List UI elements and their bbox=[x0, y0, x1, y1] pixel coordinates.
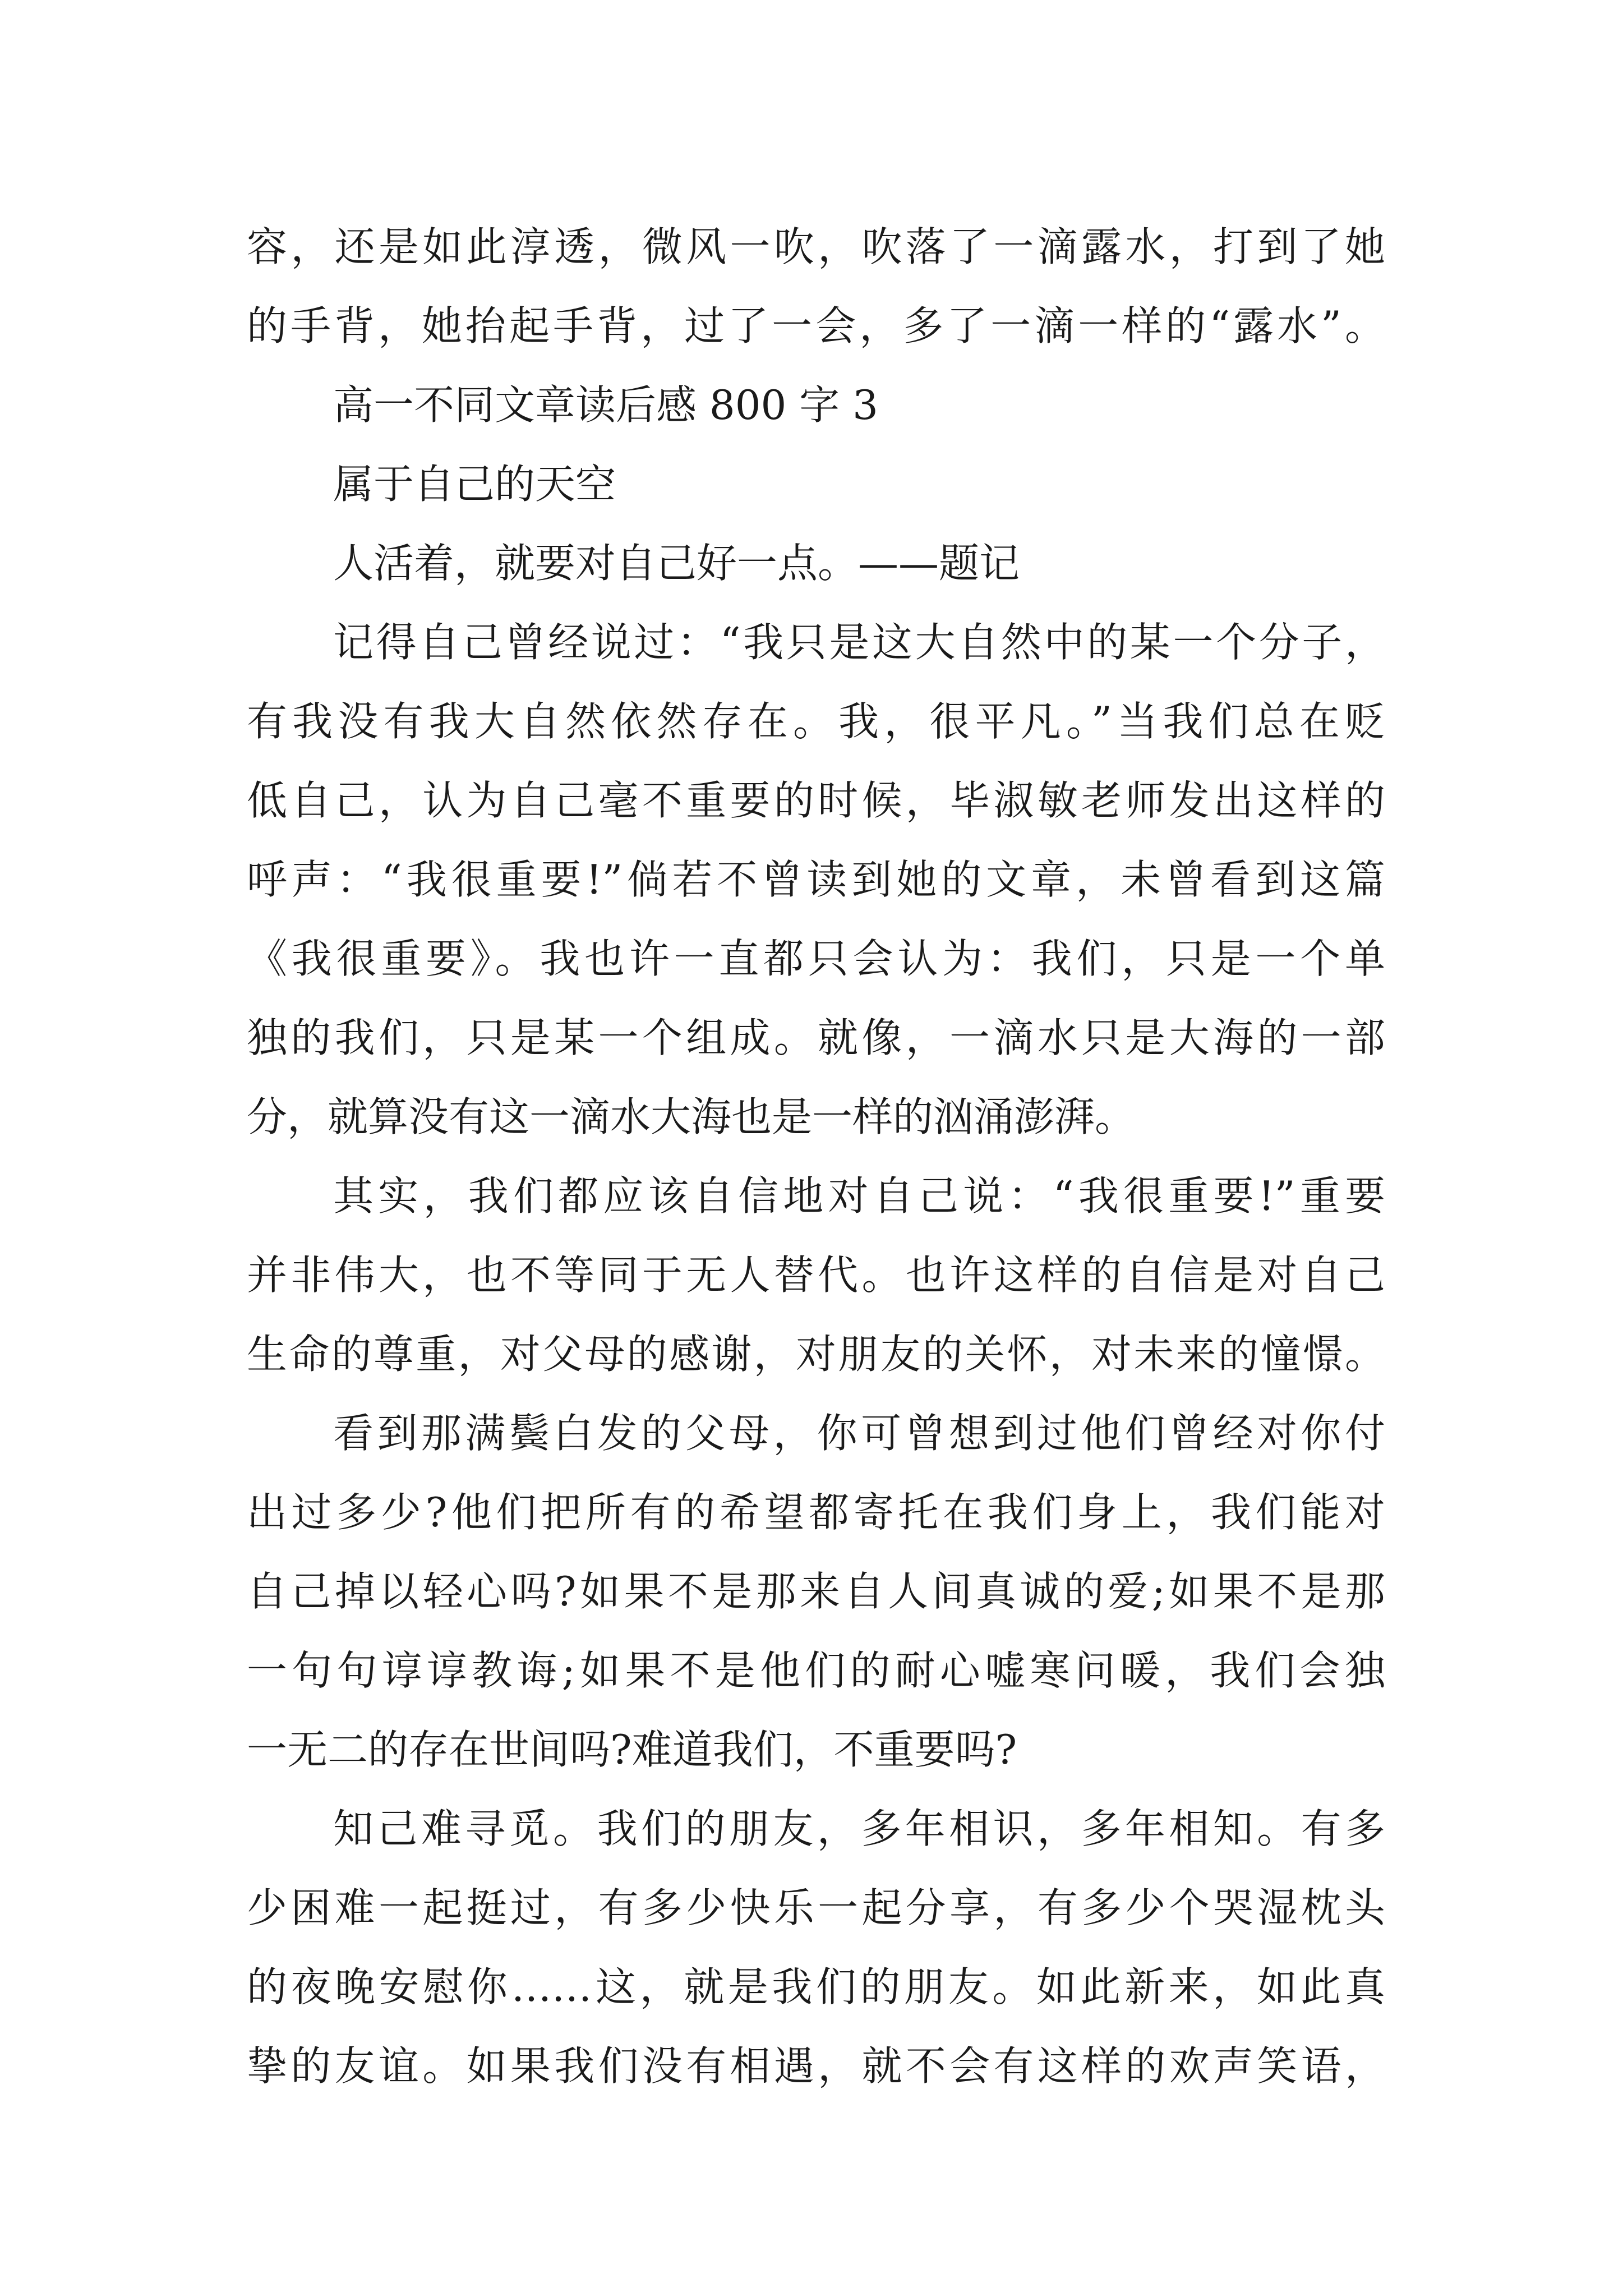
text-line: 一无二的存在世间吗?难道我们，不重要吗? bbox=[247, 1726, 1017, 1773]
article-body bbox=[247, 208, 1385, 2106]
paragraph-first-line: 其实，我们都应该自信地对自己说：“我很重要!”重要 bbox=[333, 1172, 1385, 1220]
text-line: 自己掉以轻心吗?如果不是那来自人间真诚的爱;如果不是那 bbox=[247, 1568, 1385, 1615]
text-line: 出过多少?他们把所有的希望都寄托在我们身上，我们能对 bbox=[247, 1489, 1385, 1536]
paragraph-first-line: 看到那满鬓白发的父母，你可曾想到过他们曾经对你付 bbox=[333, 1410, 1385, 1457]
text-line: 少困难一起挺过，有多少快乐一起分享，有多少个哭湿枕头 bbox=[247, 1884, 1385, 1931]
text-line: 呼声：“我很重要!”倘若不曾读到她的文章，未曾看到这篇 bbox=[247, 856, 1385, 903]
paragraph-first-line: 人活着，就要对自己好一点。——题记 bbox=[333, 540, 1020, 587]
paragraph-first-line: 知己难寻觅。我们的朋友，多年相识，多年相知。有多 bbox=[333, 1805, 1385, 1852]
text-line: 的夜晚安慰你……这，就是我们的朋友。如此新来，如此真 bbox=[247, 1963, 1385, 2010]
text-line: 生命的尊重，对父母的感谢，对朋友的关怀，对未来的憧憬。 bbox=[247, 1331, 1385, 1378]
text-line: 并非伟大，也不等同于无人替代。也许这样的自信是对自己 bbox=[247, 1251, 1385, 1299]
text-line: 容，还是如此淳透，微风一吹，吹落了一滴露水，打到了她 bbox=[247, 223, 1385, 270]
paragraph-first-line: 高一不同文章读后感 800 字 3 bbox=[333, 381, 878, 429]
text-line: 挚的友谊。如果我们没有相遇，就不会有这样的欢声笑语， bbox=[247, 2042, 1385, 2090]
paragraph-first-line: 属于自己的天空 bbox=[333, 461, 616, 508]
text-line: 低自己，认为自己毫不重要的时候，毕淑敏老师发出这样的 bbox=[247, 777, 1385, 824]
text-line: 一句句谆谆教诲;如果不是他们的耐心嘘寒问暖，我们会独 bbox=[247, 1647, 1385, 1694]
paragraph-first-line: 记得自己曾经说过：“我只是这大自然中的某一个分子， bbox=[333, 619, 1385, 666]
text-line: 独的我们，只是某一个组成。就像，一滴水只是大海的一部 bbox=[247, 1014, 1385, 1061]
text-line: 有我没有我大自然依然存在。我，很平凡。”当我们总在贬 bbox=[247, 698, 1385, 745]
text-line: 分，就算没有这一滴水大海也是一样的汹涌澎湃。 bbox=[247, 1093, 1136, 1140]
text-line: 的手背，她抬起手背，过了一会，多了一滴一样的“露水”。 bbox=[247, 302, 1385, 349]
text-line: 《我很重要》。我也许一直都只会认为：我们，只是一个单 bbox=[247, 935, 1385, 982]
